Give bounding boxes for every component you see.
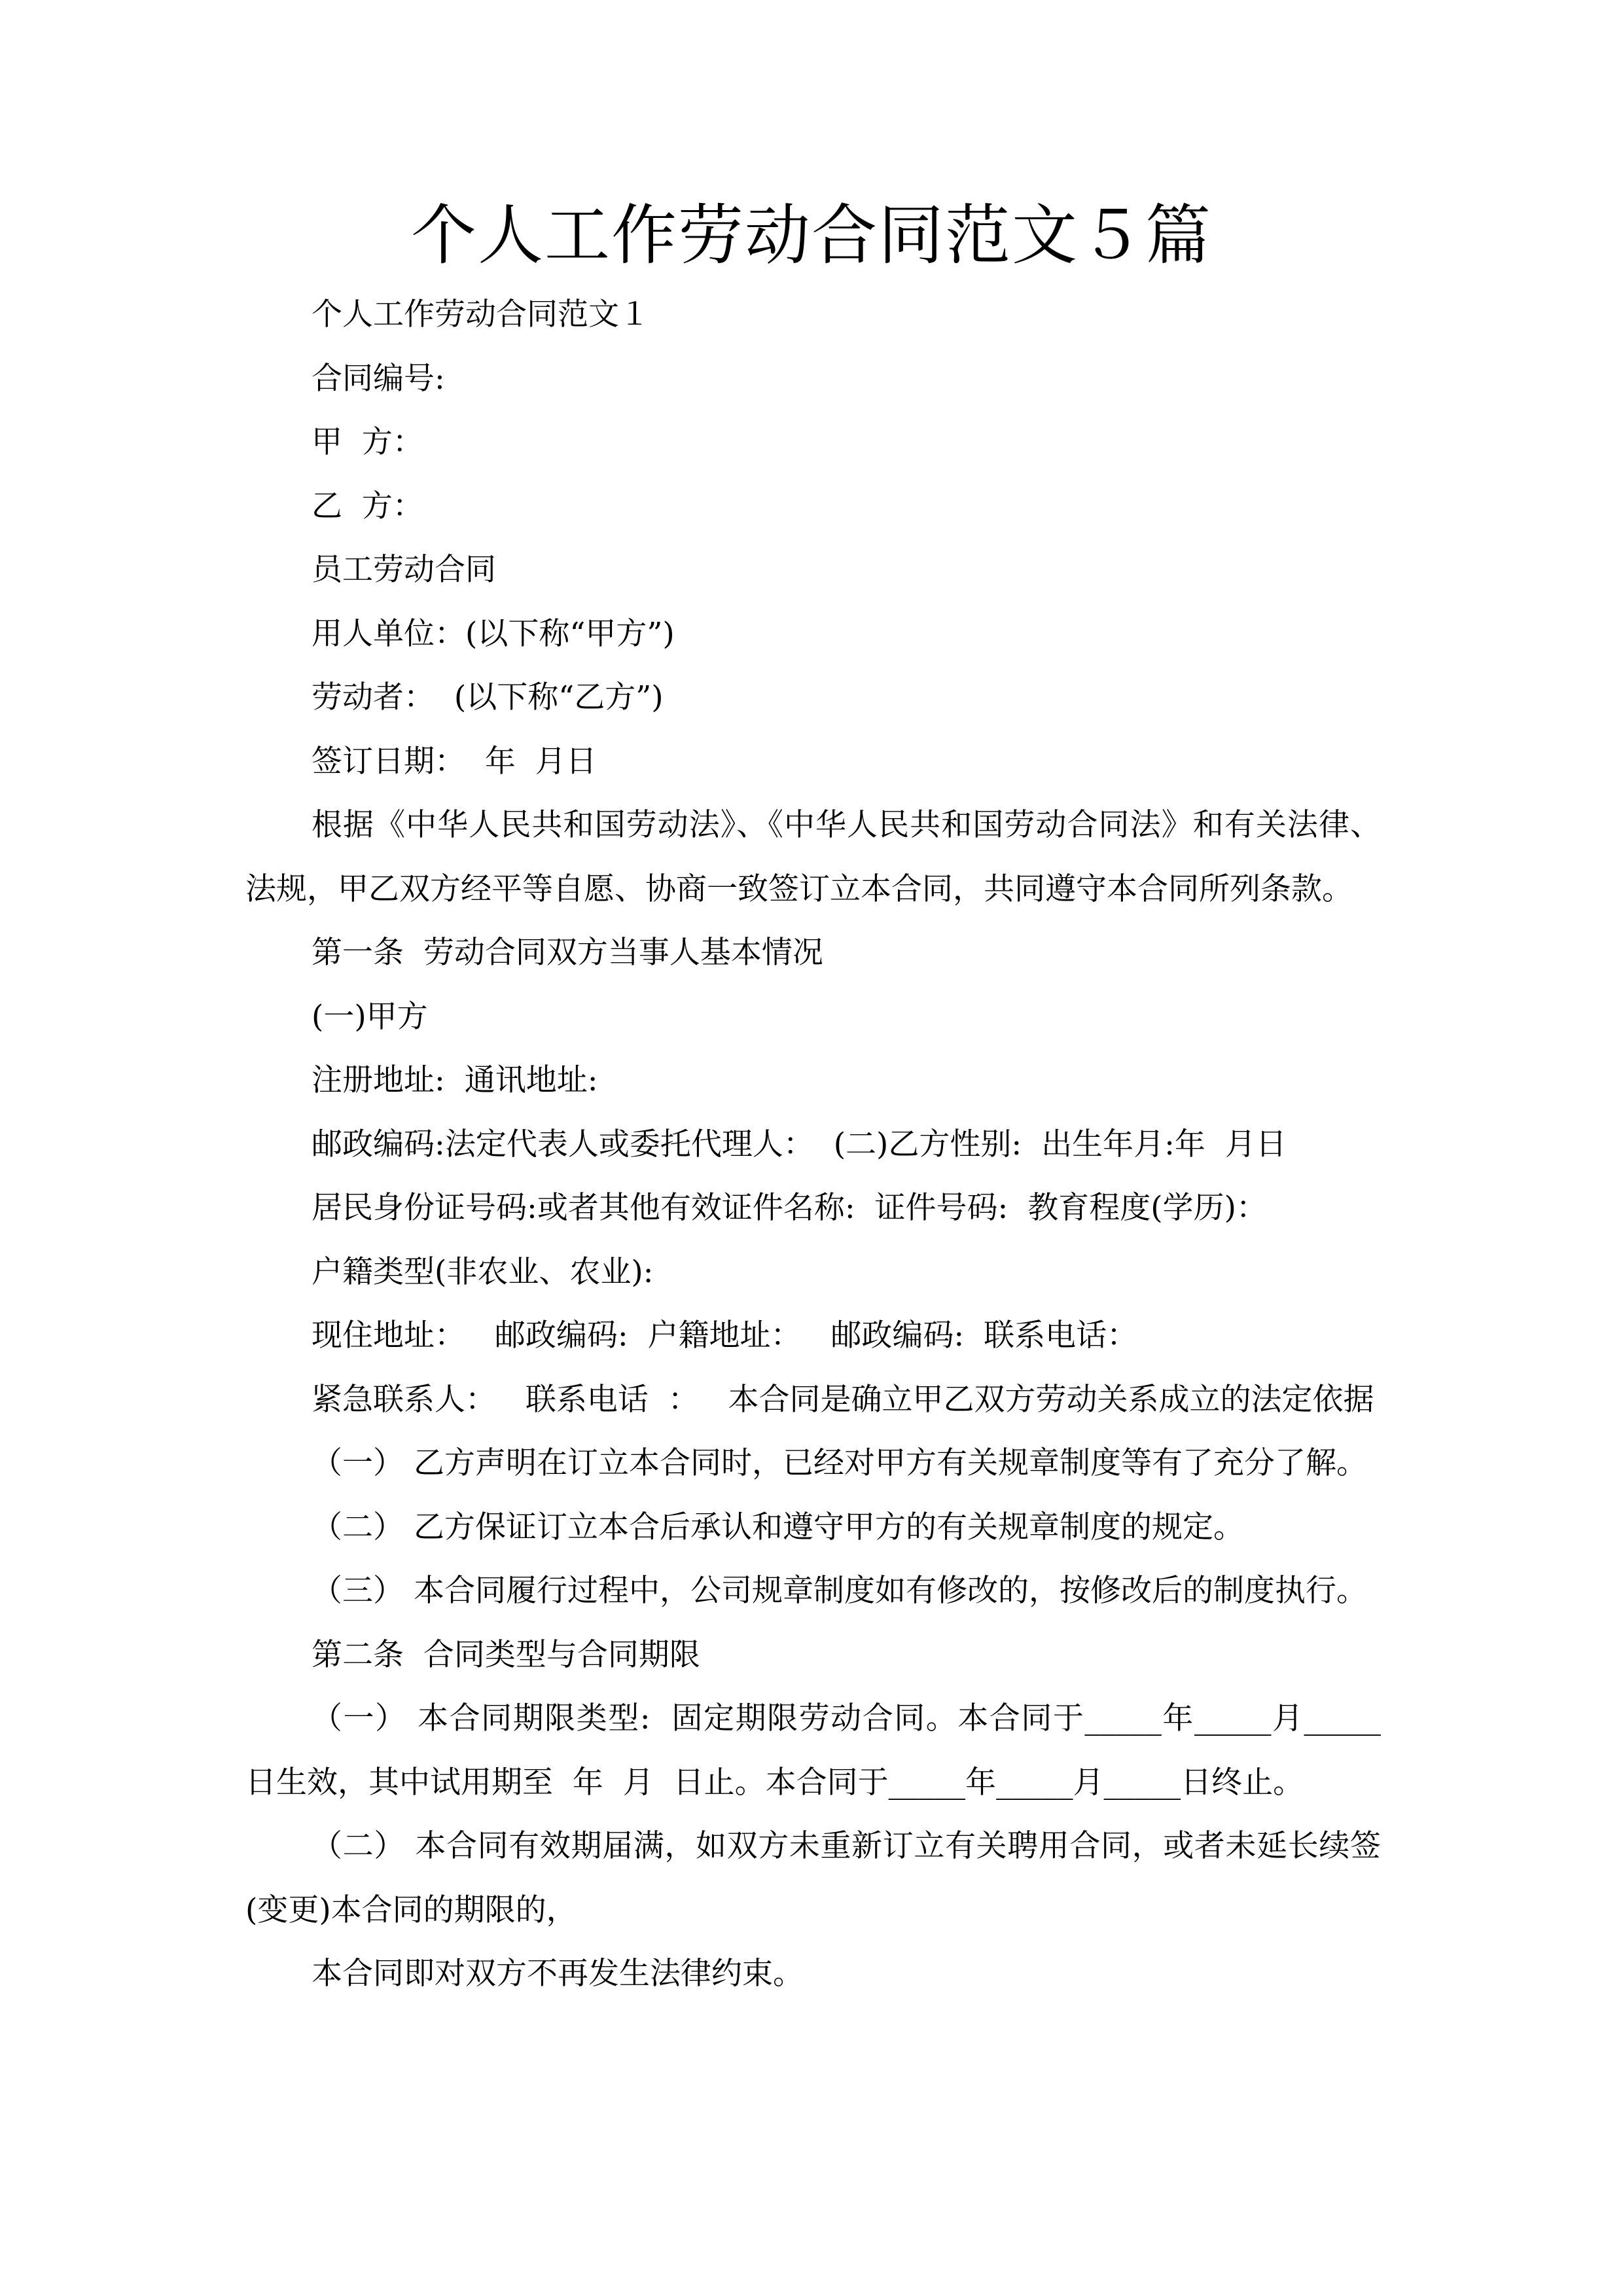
party-b-field: 乙 方： bbox=[312, 488, 423, 524]
household-type-field: 户籍类型(非农业、农业): bbox=[312, 1253, 654, 1290]
employer-field: 用人单位：(以下称“甲方”) bbox=[312, 615, 675, 652]
postal-representative-fields: 邮政编码:法定代表人或委托代理人： (二)乙方性别: 出生年月:年 月日 bbox=[312, 1126, 1287, 1162]
contract-term-paragraph: （一） 本合同期限类型: 固定期限劳动合同。本合同于_____年_____月_____日生效，其中试用期至 年 月 日止。本合同于_____年_____月_____日终止。 bbox=[245, 1700, 1381, 1801]
residence-contact-fields: 现住地址： 邮政编码: 户籍地址： 邮政编码: 联系电话： bbox=[312, 1318, 1138, 1354]
emergency-contact-paragraph: 紧急联系人： 联系电话 ： 本合同是确立甲乙双方劳动关系成立的法定依据 bbox=[312, 1381, 1374, 1418]
contract-expiry-continuation: 本合同即对双方不再发生法律约束。 bbox=[312, 1956, 804, 1992]
address-fields: 注册地址: 通讯地址: bbox=[312, 1062, 598, 1098]
party-a-field: 甲 方： bbox=[312, 424, 423, 460]
contract-number-field: 合同编号: bbox=[312, 360, 445, 397]
party-a-subheading: (一)甲方 bbox=[312, 998, 428, 1035]
article-2-heading: 第二条 合同类型与合同期限 bbox=[312, 1636, 700, 1673]
article-1-heading: 第一条 劳动合同双方当事人基本情况 bbox=[312, 935, 823, 971]
document-title: 个人工作劳动合同范文５篇 bbox=[411, 197, 1212, 274]
employee-field: 劳动者： (以下称“乙方”) bbox=[312, 679, 664, 715]
contract-expiry-paragraph: （二） 本合同有效期届满，如双方未重新订立有关聘用合同，或者未延长续签(变更)本合同的期限的， bbox=[245, 1828, 1381, 1928]
section-heading: 个人工作劳动合同范文１ bbox=[312, 296, 650, 332]
preamble-paragraph: 根据《中华人民共和国劳动法》、《中华人民共和国劳动合同法》和有关法律、法规，甲乙双方经平等自愿、协商一致签订立本合同，共同遵守本合同所列条款。 bbox=[245, 807, 1381, 907]
id-education-fields: 居民身份证号码:或者其他有效证件名称: 证件号码: 教育程度(学历)： bbox=[312, 1190, 1267, 1226]
signing-date-field: 签订日期： 年 月日 bbox=[312, 743, 597, 780]
clause-item: （一） 乙方声明在订立本合同时，已经对甲方有关规章制度等有了充分了解。 bbox=[312, 1445, 1367, 1481]
contract-subtitle: 员工劳动合同 bbox=[312, 552, 496, 588]
clause-item: （三） 本合同履行过程中，公司规章制度如有修改的，按修改后的制度执行。 bbox=[312, 1573, 1367, 1609]
clause-item: （二） 乙方保证订立本合后承认和遵守甲方的有关规章制度的规定。 bbox=[312, 1509, 1244, 1545]
document-body bbox=[245, 283, 1381, 2006]
